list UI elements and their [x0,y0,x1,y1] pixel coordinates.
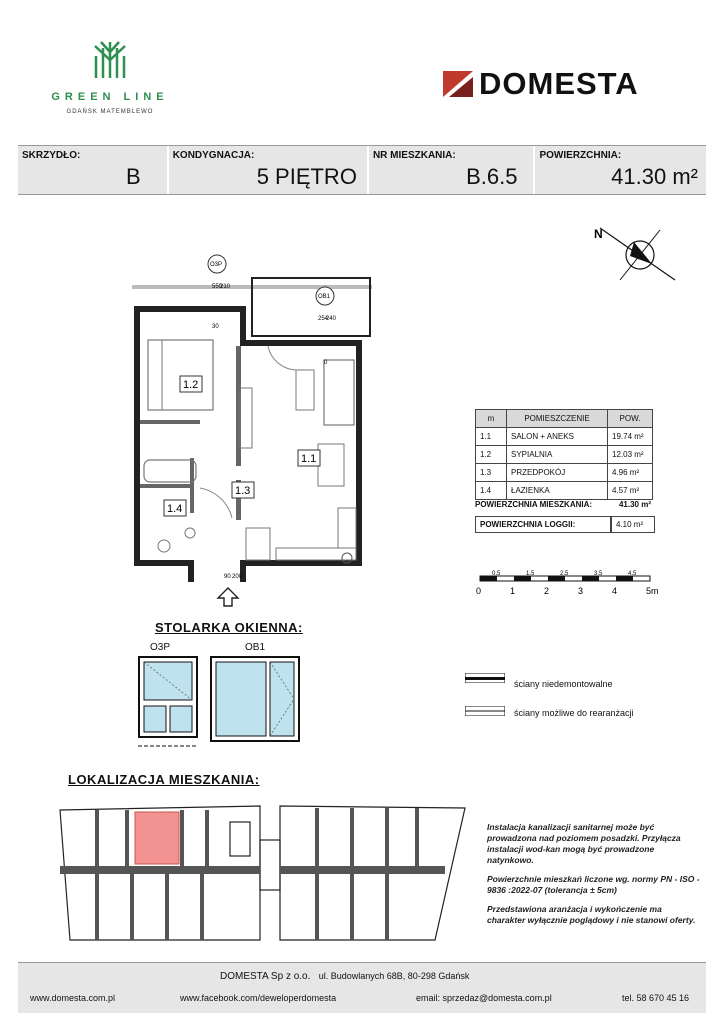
plan-window-tag-o3p: O3P [210,262,223,268]
plan-dim-200: 200 [232,574,243,580]
table-row [476,446,653,464]
plan-washer [185,528,195,538]
total-area-row [475,500,651,509]
footer-company: DOMESTA Sp z o.o. [220,971,311,982]
window-label-o3p: O3P [150,642,171,653]
scale-minor-label: 2.5 [560,571,569,577]
window-label-ob1: OB1 [245,642,266,653]
plan-bathtub [144,460,196,482]
legend-movable-walls: ściany możliwe do rearanżacji [514,708,634,718]
domesta-mark-icon [443,71,473,97]
floor-plan [128,248,388,608]
room-name: SALON + ANEKS [507,428,608,446]
room-table [475,409,653,500]
plan-wardrobe [240,388,252,448]
footer-facebook[interactable]: www.facebook.com/deweloperdomesta [180,993,337,1003]
scale-major-label: 1 [510,586,516,596]
plan-dim-240: 240 [326,316,337,322]
plan-inner-walls [140,346,241,520]
loggia-area-row [475,516,655,533]
plan-coffee-table [296,370,314,410]
footer-address: ul. Budowlanych 68B, 80-298 Gdańsk [318,971,470,981]
plan-door-arc-bath [200,488,232,518]
location-site-plan [55,800,470,950]
area-cell [535,146,706,194]
area-value: 41.30 m² [611,164,698,189]
loggia-area-value: 4.10 m² [611,516,655,533]
footer-website[interactable]: www.domesta.com.pl [30,993,116,1003]
plan-dim-90: 90 [224,574,231,580]
segment-value: B [126,164,141,189]
plan-dining-table [318,444,344,486]
project-location: GDAŃSK MATEMBLEWO [66,109,154,115]
scale-minor-label: 0.5 [492,571,501,577]
note-disclaimer: Przedstawiona aranżacja i wykończenie ma charakter wyłącznie poglądowy i nie stanowi oferty. [487,904,696,925]
number-label: NR MIESZKANIA: [372,150,456,161]
scale-bar [470,568,670,600]
plan-bed [148,340,213,410]
plan-dim-210: 210 [220,284,231,290]
room-no: 1.2 [476,446,507,464]
room-name: SYPIALNIA [507,446,608,464]
total-area-value: 41.30 m² [618,500,651,509]
plan-dim-550: 550 [212,284,223,290]
scale-major-label: 3 [578,586,584,596]
windows-heading: STOLARKA OKIENNA: [155,620,303,635]
plan-window-tag-ob1: OB1 [318,294,331,300]
scale-minor-label: 4.5 [628,571,637,577]
number-value: B.6.5 [466,164,518,189]
room-table-header-no: m [476,410,507,428]
footer [18,962,706,1013]
room-label-1-4: 1.4 [167,503,183,515]
note-area-standard: Powierzchnie mieszkań liczone wg. normy PN - ISO - 9836 :2022-07 (tolerancja ± 5cm) [487,874,700,895]
plan-dim-0: 0 [324,360,328,366]
room-label-1-2: 1.2 [183,379,199,391]
green-line-logo [30,38,190,115]
area-label: POWIERZCHNIA: [539,150,622,161]
segment-label: SKRZYDŁO: [22,150,81,161]
scale-minor-label: 1.5 [526,571,535,577]
floor-label: KONDYGNACJA: [172,150,255,161]
loggia-area-label: POWIERZCHNIA LOGGII: [475,516,611,533]
plan-bed-headboard [148,340,162,410]
room-area: 4.57 m² [608,482,653,500]
room-area: 12.03 m² [608,446,653,464]
window-o3p-drawing [138,656,198,748]
table-row [476,428,653,446]
plan-door-arc-loggia [268,346,298,370]
footer-phone: tel. 58 670 45 16 [622,993,690,1003]
room-no: 1.1 [476,428,507,446]
scale-major-label: 4 [612,586,618,596]
room-name: ŁAZIENKA [507,482,608,500]
plan-entry-closet [246,528,270,560]
plan-entrance-arrow-icon [218,588,238,606]
floor-cell [169,146,369,194]
footer-email[interactable]: email: sprzedaz@domesta.com.pl [416,993,552,1003]
domesta-logo [443,66,639,102]
room-name: PRZEDPOKÓJ [507,464,608,482]
footer-company-line [220,971,469,982]
compass-north-label: N [594,227,603,241]
room-no: 1.3 [476,464,507,482]
scale-major-label: 2 [544,586,550,596]
window-ob1-drawing [210,656,300,742]
scale-major-label: 5m [646,586,659,596]
room-table-header [476,410,653,428]
apartment-info-bar [18,145,706,195]
legend-movable-wall-icon [465,706,505,716]
room-label-1-1: 1.1 [301,453,317,465]
legend-fixed-wall-icon [465,673,505,683]
room-area: 19.74 m² [608,428,653,446]
room-label-1-3: 1.3 [235,485,251,497]
room-table-header-area: POW. [608,410,653,428]
scale-minor-label: 3.5 [594,571,603,577]
notes [487,822,702,934]
table-row [476,482,653,500]
table-row [476,464,653,482]
scale-major-label: 0 [476,586,482,596]
room-area: 4.96 m² [608,464,653,482]
legend-fixed-walls: ściany niedemontowalne [514,679,613,689]
plan-dim-30: 30 [212,324,219,330]
number-cell [369,146,536,194]
green-line-tree-icon [85,38,135,82]
developer-name: DOMESTA [479,66,639,101]
compass-icon [590,220,685,285]
segment-cell [18,146,169,194]
plan-sofa [324,360,354,425]
note-plumbing: Instalacja kanalizacji sanitarnej może być prowadzona nad poziomem posadzki. Przyłącza instalacji wod-kan mogą być prowadzone natynkowo. [487,822,681,865]
room-table-header-name: POMIESZCZENIE [507,410,608,428]
location-heading: LOKALIZACJA MIESZKANIA: [68,772,260,787]
plan-kitchen-side [338,508,356,548]
plan-toilet [158,540,170,552]
room-no: 1.4 [476,482,507,500]
plan-dim-254: 254 [318,316,329,322]
total-area-label: POWIERZCHNIA MIESZKANIA: [475,500,593,509]
floor-value: 5 PIĘTRO [256,164,357,189]
project-name: GREEN LINE [51,91,169,103]
location-highlight [135,812,179,864]
